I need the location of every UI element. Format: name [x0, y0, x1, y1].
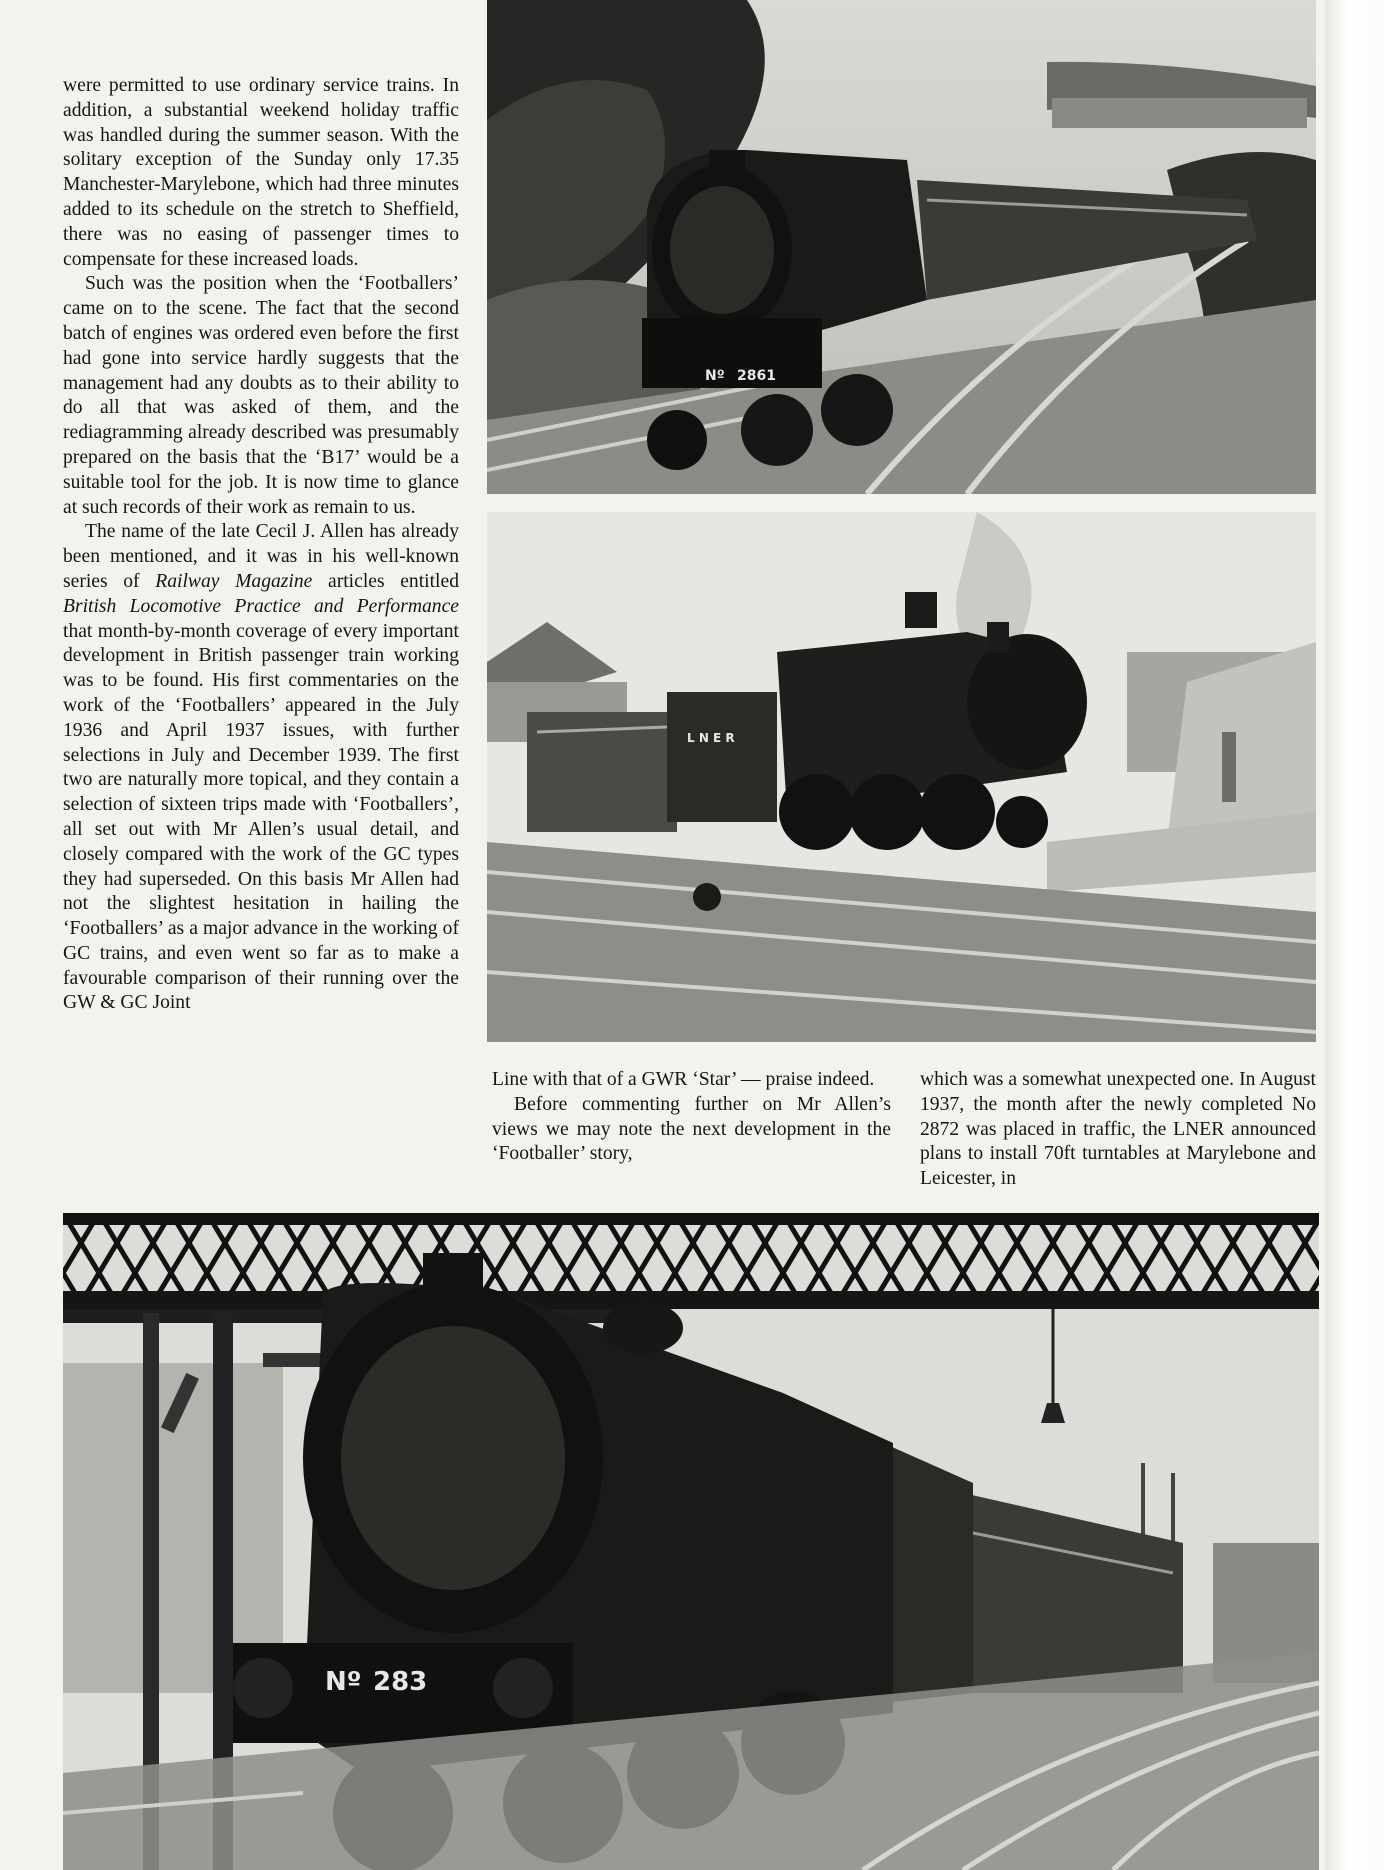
col1-paragraph-3: [63, 520, 459, 1016]
col2-paragraph-2: Before commenting further on Mr Allen’s views we may note the next development in the ‘Footballer’ story,: [492, 1093, 891, 1165]
col1-p3-mid: articles entitled: [312, 570, 459, 592]
top-plate-number: 2861: [737, 368, 776, 384]
tender-lettering: L N E R: [687, 731, 735, 745]
page-edge: [1325, 0, 1384, 1870]
top-plate-no: Nº: [705, 368, 725, 384]
bottom-plate-number: 283: [373, 1667, 428, 1697]
col3-paragraph-1: which was a somewhat unexpected one. In August 1937, the month after the newly completed No 2872 was placed in traffic, the LNER announced plans to install 70ft turntables at Marylebone and Leicester, in: [920, 1069, 1316, 1190]
text-column-3: [920, 1068, 1316, 1192]
col2-paragraph-1: Line with that of a GWR ‘Star’ — praise indeed.: [492, 1069, 875, 1090]
photo-locomotive-station: [487, 512, 1316, 1042]
col1-p3-italic-magazine: Railway Magazine: [155, 570, 313, 592]
col1-paragraph-2: Such was the position when the ‘Footballers’ came on to the scene. The fact that the second batch of engines was ordered even before the first had gone into service hardly suggests that the management had any doubts as to their ability to do all that was asked of them, and the rediagramming already described was presumably prepared on the basis that the ‘B17’ would be a suitable tool for the job. It is now time to glance at such records of their work as remain to us.: [63, 273, 459, 518]
col1-p3-start: The name of the late Cecil J. Allen has already been mentioned, and it was in his well-known series of: [63, 521, 459, 592]
col1-paragraph-1: were permitted to use ordinary service trains. In addition, a substantial weekend holiday traffic was handled during the summer season. With the solitary exception of the Sunday only 17.35 Manchester-Marylebone, which had three minutes added to its schedule on the stretch to Sheffield, there was no easing of passenger times to compensate for these increased loads.: [63, 75, 459, 270]
text-column-2: [492, 1068, 891, 1167]
col1-p3-italic-title: British Locomotive Practice and Performance: [63, 595, 459, 617]
bottom-plate-no: Nº: [325, 1667, 362, 1697]
col1-p3-end: that month-by-month coverage of every important development in British passenger train working was to be found. His first commentaries on the work of the ‘Footballers’ appeared in the July 1936 and April 1937 issues, with further selections in July and December 1939. The first two are naturally more topical, and they contain a selection of sixteen trips made with ‘Footballers’, all set out with Mr Allen’s usual detail, and closely compared with the work of the GC types they had superseded. On this basis Mr Allen had not the slightest hesitation in hailing the ‘Footballers’ as a major advance in the working of GC trains, and even went so far as to make a favourable comparison of their running over the GW & GC Joint: [63, 620, 459, 1014]
photo-locomotive-bridge: [63, 1213, 1319, 1870]
photo-locomotive-cutting: [487, 0, 1316, 494]
text-column-1: [63, 74, 459, 1016]
